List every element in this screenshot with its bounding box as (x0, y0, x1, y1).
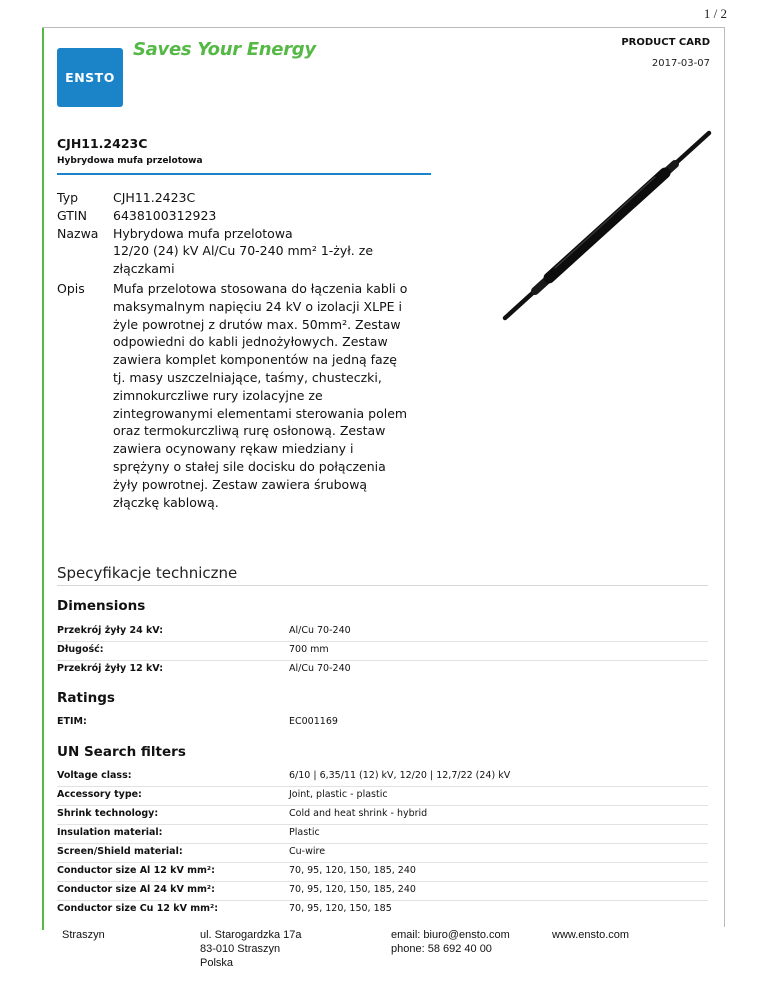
section-dimensions: Dimensions (57, 598, 146, 614)
spec-value: 70, 95, 120, 150, 185, 240 (289, 884, 416, 895)
info-label: GTIN (57, 207, 87, 223)
info-row-typ (57, 189, 413, 207)
section-un-search-filters: UN Search filters (57, 744, 186, 760)
row-divider (57, 805, 708, 806)
page-number: 1 / 2 (703, 6, 727, 21)
spec-value: 6/10 | 6,35/11 (12) kV, 12/20 | 12,7/22 (24) kV (289, 770, 511, 781)
footer-contact (391, 928, 510, 956)
spec-row (57, 716, 708, 734)
row-divider (57, 660, 708, 661)
name-line-1: Hybrydowa mufa przelotowa (113, 225, 293, 241)
info-value (113, 225, 413, 278)
spec-value: Cu-wire (289, 846, 326, 857)
spec-row (57, 903, 708, 921)
spec-label: Conductor size Al 12 kV mm²: (57, 865, 215, 876)
specs-divider (57, 585, 708, 586)
spec-label: Przekrój żyły 24 kV: (57, 625, 164, 636)
info-value: Mufa przelotowa stosowana do łączenia kabli o maksymalnym napięciu 24 kV o izolacji XLPE i żyle powrotnej z drutów max. 50mm². Zestaw odpowiedni do kabli jednożyłowych. Zestaw zawiera komplet komponentów na jedną fazę tj. masy uszczelniające, taśmy, chusteczki, zimnokurczliwe rury izolacyjne ze zintegrowanymi elementami sterowania polem oraz termokurczliwą rurę osłonową. Zestaw zawiera ocynowany rękaw miedziany i sprężyny o stałej sile docisku do połączenia żyły powrotnej. Zestaw zawiera śrubową złączkę kablową. (113, 280, 408, 510)
card-date: 2017-03-07 (651, 58, 710, 69)
info-value: 6438100312923 (113, 207, 217, 223)
footer-city: Straszyn (62, 929, 105, 941)
row-divider (57, 843, 708, 844)
spec-label: Screen/Shield material: (57, 846, 183, 857)
spec-row (57, 846, 708, 864)
product-code: CJH11.2423C (57, 136, 148, 151)
section-ratings: Ratings (57, 690, 115, 706)
product-info (57, 189, 413, 511)
spec-label: Conductor size Al 24 kV mm²: (57, 884, 215, 895)
spec-label: Conductor size Cu 12 kV mm²: (57, 903, 219, 914)
address-line-3: Polska (200, 957, 234, 969)
footer-address (200, 928, 302, 970)
spec-value: Joint, plastic - plastic (289, 789, 388, 800)
footer-email[interactable]: email: biuro@ensto.com (391, 929, 510, 941)
spec-value: 70, 95, 120, 150, 185, 240 (289, 865, 416, 876)
info-label: Opis (57, 280, 85, 296)
spec-row (57, 808, 708, 826)
name-line-2: 12/20 (24) kV Al/Cu 70-240 mm² 1-żył. ze złączkami (113, 243, 374, 277)
spec-value: 70, 95, 120, 150, 185 (289, 903, 392, 914)
row-divider (57, 862, 708, 863)
row-divider (57, 786, 708, 787)
address-line-1: ul. Starogardzka 17a (200, 929, 302, 941)
spec-value: Al/Cu 70-240 (289, 625, 351, 636)
row-divider (57, 824, 708, 825)
accent-bar (42, 28, 44, 930)
product-card-label: PRODUCT CARD (621, 37, 710, 48)
info-row-opis (57, 280, 413, 511)
spec-row (57, 789, 708, 807)
spec-row (57, 884, 708, 902)
footer-website[interactable]: www.ensto.com (552, 929, 630, 941)
spec-value: Plastic (289, 827, 320, 838)
spec-row (57, 865, 708, 883)
spec-value: EC001169 (289, 716, 338, 727)
info-label: Nazwa (57, 225, 99, 241)
product-subtitle: Hybrydowa mufa przelotowa (57, 156, 203, 166)
ensto-logo (57, 48, 123, 107)
title-underline (57, 173, 431, 175)
info-row-nazwa (57, 225, 413, 278)
spec-row (57, 644, 708, 662)
address-line-2: 83-010 Straszyn (200, 943, 281, 955)
spec-row (57, 663, 708, 681)
spec-label: ETIM: (57, 716, 87, 727)
cable-joint-image (497, 130, 713, 322)
info-label: Typ (57, 190, 79, 205)
info-row-gtin (57, 207, 413, 225)
slogan: Saves Your Energy (133, 39, 316, 60)
spec-label: Voltage class: (57, 770, 132, 781)
spec-label: Długość: (57, 644, 104, 655)
row-divider (57, 881, 708, 882)
spec-label: Shrink technology: (57, 808, 159, 819)
spec-label: Accessory type: (57, 789, 142, 800)
footer-phone: phone: 58 692 40 00 (391, 943, 492, 955)
spec-row (57, 770, 708, 788)
spec-row (57, 625, 708, 643)
spec-label: Przekrój żyły 12 kV: (57, 663, 164, 674)
logo-text: ENSTO (65, 70, 115, 85)
info-value: CJH11.2423C (113, 190, 196, 205)
spec-row (57, 827, 708, 845)
spec-value: 700 mm (289, 644, 329, 655)
spec-value: Al/Cu 70-240 (289, 663, 351, 674)
row-divider (57, 641, 708, 642)
spec-label: Insulation material: (57, 827, 163, 838)
row-divider (57, 900, 708, 901)
specs-title: Specyfikacje techniczne (57, 564, 238, 582)
spec-value: Cold and heat shrink - hybrid (289, 808, 428, 819)
